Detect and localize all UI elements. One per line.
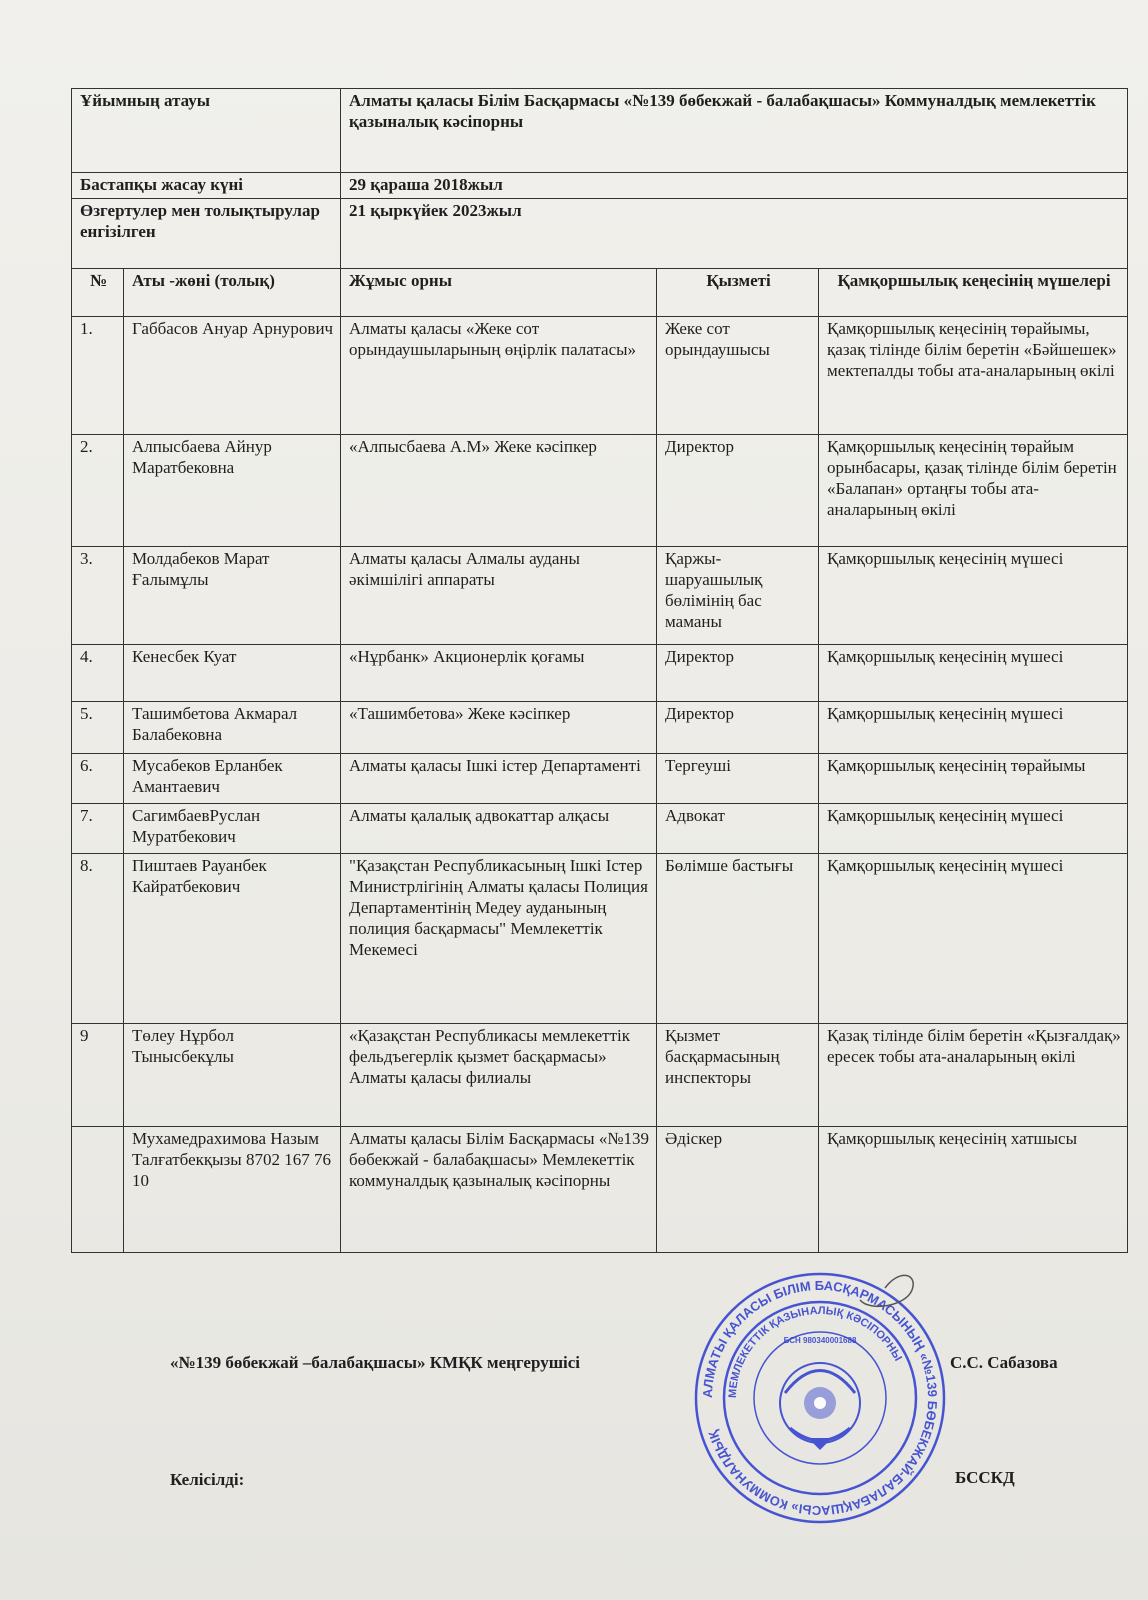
row-work: Алматы қалалық адвокаттар алқасы (341, 804, 657, 854)
table-row (72, 547, 1128, 645)
row-number (72, 1127, 124, 1253)
row-role: Қамқоршылық кеңесінің төрайымы (819, 754, 1128, 804)
row-role: Қамқоршылық кеңесінің төрайымы, қазақ тілінде білім беретін «Бәйшешек» мектепалды тобы ата-аналарының өкілі (819, 317, 1128, 435)
row-number: 3. (72, 547, 124, 645)
row-name: Алпысбаева Айнур Маратбековна (124, 435, 341, 547)
row-role: Қазақ тілінде білім беретін «Қызғалдақ» ересек тобы ата-аналарының өкілі (819, 1024, 1128, 1127)
col-name: Аты -жөні (толық) (124, 269, 341, 317)
row-work: «Алпысбаева А.М» Жеке кәсіпкер (341, 435, 657, 547)
col-number: № (72, 269, 124, 317)
column-header-row (72, 269, 1128, 317)
row-name: Кенесбек Куат (124, 645, 341, 702)
official-stamp-icon (690, 1268, 950, 1528)
col-work: Жұмыс орны (341, 269, 657, 317)
row-work: Алматы қаласы Алмалы ауданы әкімшілігі аппараты (341, 547, 657, 645)
start-date-value: 29 қараша 2018жыл (341, 173, 1128, 199)
table-row (72, 1127, 1128, 1253)
row-role: Қамқоршылық кеңесінің мүшесі (819, 645, 1128, 702)
table-row (72, 804, 1128, 854)
table-row (72, 645, 1128, 702)
row-number: 4. (72, 645, 124, 702)
org-name-label: Ұйымның атауы (72, 89, 341, 173)
row-name: Пиштаев Рауанбек Кайратбекович (124, 854, 341, 1024)
row-position: Қызмет басқармасының инспекторы (657, 1024, 819, 1127)
row-position: Адвокат (657, 804, 819, 854)
row-number: 7. (72, 804, 124, 854)
kazakhstan-emblem-icon (780, 1363, 860, 1450)
row-name: Мусабеков Ерланбек Амантаевич (124, 754, 341, 804)
row-name: Молдабеков Марат Ғалымұлы (124, 547, 341, 645)
start-date-label: Бастапқы жасау күні (72, 173, 341, 199)
row-number: 5. (72, 702, 124, 754)
row-work: Алматы қаласы Білім Басқармасы «№139 бөбекжай - балабақшасы» Мемлекеттік коммуналдық қазыналық кәсіпорны (341, 1127, 657, 1253)
table-row (72, 854, 1128, 1024)
row-name: Мухамедрахимова Назым Талғатбекқызы 8702 167 76 10 (124, 1127, 341, 1253)
table-row (72, 702, 1128, 754)
row-work: «Қазақстан Республикасы мемлекеттік фельдъегерлік қызмет басқармасы» Алматы қаласы филиалы (341, 1024, 657, 1127)
row-number: 6. (72, 754, 124, 804)
row-work: Алматы қаласы «Жеке сот орындаушыларының өңірлік палатасы» (341, 317, 657, 435)
row-work: "Қазақстан Республикасының Ішкі Істер Министрлігінің Алматы қаласы Полиция Департаментінің Медеу ауданының полиция басқармасы" Мемлекеттік Мекемесі (341, 854, 657, 1024)
table-row (72, 754, 1128, 804)
stamp-inner-text: МЕМЛЕКЕТТІК ҚАЗЫНАЛЫҚ КӘСІПОРНЫ (726, 1304, 904, 1399)
row-role: Қамқоршылық кеңесінің мүшесі (819, 804, 1128, 854)
row-work: Алматы қаласы Ішкі істер Департаменті (341, 754, 657, 804)
row-number: 2. (72, 435, 124, 547)
stamp-bin: БСН 980340001688 (783, 1336, 857, 1345)
row-number: 8. (72, 854, 124, 1024)
org-name-row (72, 89, 1128, 173)
change-date-value: 21 қыркүйек 2023жыл (341, 199, 1128, 269)
agency-abbrev: БССКД (955, 1468, 1015, 1487)
start-date-row (72, 173, 1128, 199)
row-name: Габбасов Ануар Арнурович (124, 317, 341, 435)
row-position: Әдіскер (657, 1127, 819, 1253)
table-row (72, 1024, 1128, 1127)
row-number: 1. (72, 317, 124, 435)
table-row (72, 317, 1128, 435)
row-position: Тергеуші (657, 754, 819, 804)
row-name: Төлеу Нұрбол Тынысбекұлы (124, 1024, 341, 1127)
row-role: Қамқоршылық кеңесінің мүшесі (819, 547, 1128, 645)
row-number: 9 (72, 1024, 124, 1127)
stamp-outer-text: АЛМАТЫ ҚАЛАСЫ БІЛІМ БАСҚАРМАСЫНЫҢ «№139 БӨБЕКЖАЙ-БАЛАБАҚШАСЫ» КОММУНАЛДЫҚ (699, 1277, 941, 1519)
col-position: Қызметі (657, 269, 819, 317)
change-date-row (72, 199, 1128, 269)
row-position: Бөлімше бастығы (657, 854, 819, 1024)
col-role: Қамқоршылық кеңесінің мүшелері (819, 269, 1128, 317)
row-role: Қамқоршылық кеңесінің төрайым орынбасары, қазақ тілінде білім беретін «Балапан» ортаңғы тобы ата-аналарының өкілі (819, 435, 1128, 547)
row-name: СагимбаевРуслан Муратбекович (124, 804, 341, 854)
row-position: Директор (657, 435, 819, 547)
row-position: Қаржы-шаруашылық бөлімінің бас маманы (657, 547, 819, 645)
row-position: Директор (657, 702, 819, 754)
row-position: Жеке сот орындаушысы (657, 317, 819, 435)
org-name-value: Алматы қаласы Білім Басқармасы «№139 бөбекжай - балабақшасы» Коммуналдық мемлекеттік қазыналық кәсіпорны (341, 89, 1128, 173)
change-date-label: Өзгертулер мен толықтырулар енгізілген (72, 199, 341, 269)
agreed-label: Келісілді: (170, 1470, 245, 1489)
row-role: Қамқоршылық кеңесінің мүшесі (819, 854, 1128, 1024)
head-name: С.С. Сабазова (950, 1353, 1058, 1372)
row-name: Ташимбетова Акмарал Балабековна (124, 702, 341, 754)
board-members-table (71, 88, 1128, 1253)
row-role: Қамқоршылық кеңесінің хатшысы (819, 1127, 1128, 1253)
table-row (72, 435, 1128, 547)
row-work: «Ташимбетова» Жеке кәсіпкер (341, 702, 657, 754)
row-position: Директор (657, 645, 819, 702)
row-role: Қамқоршылық кеңесінің мүшесі (819, 702, 1128, 754)
row-work: «Нұрбанк» Акционерлік қоғамы (341, 645, 657, 702)
head-signature-line: «№139 бөбекжай –балабақшасы» КМҚК меңгерушісі (170, 1353, 581, 1372)
